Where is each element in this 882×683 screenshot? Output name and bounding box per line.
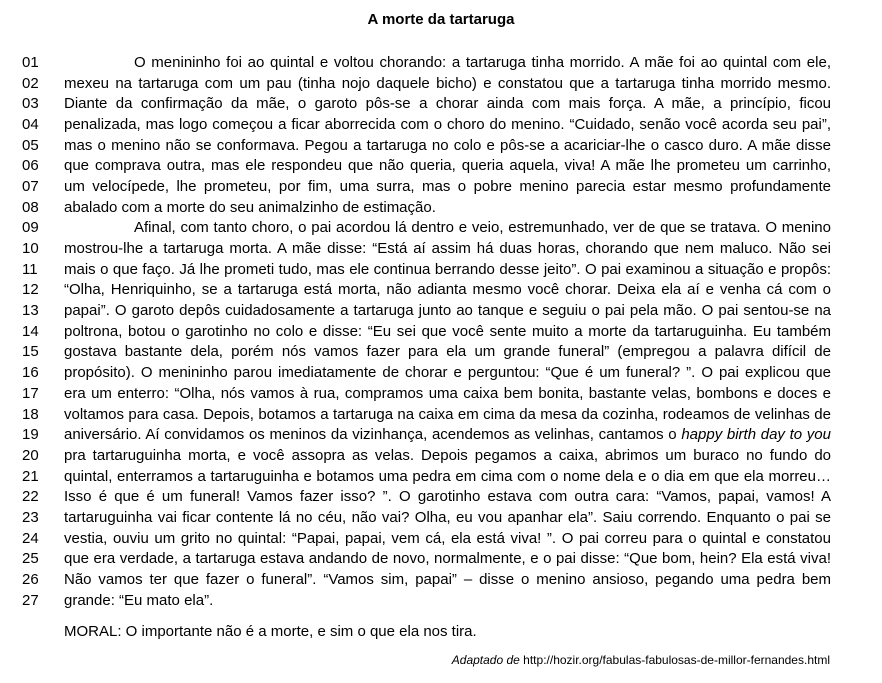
line-number: 16 [22, 364, 39, 382]
line-number: 06 [22, 157, 39, 175]
line-number: 22 [22, 488, 39, 506]
text-line [22, 114, 831, 135]
line-text: poltrona, botou o garotinho no colo e disse: “Eu sei que você sente muito a morte da tartaruguinha. Eu também [64, 322, 831, 340]
source-prefix: Adaptado de [451, 653, 520, 667]
text-line [22, 73, 831, 94]
line-number: 08 [22, 198, 39, 216]
text-line [22, 424, 831, 445]
line-text-part: aniversário. Aí convidamos os meninos da vizinhança, acendemos as velinhas, cantamos o [64, 426, 682, 444]
text-line [22, 280, 831, 301]
line-text: pra tartaruguinha morta, e você assopra as velas. Depois pegamos a caixa, abrimos um buraco no fundo do [64, 446, 831, 464]
text-line [22, 197, 831, 218]
line-number: 27 [22, 591, 39, 609]
text-line [22, 569, 831, 590]
line-text: mais o que faço. Já lhe prometi tudo, mas ele continua berrando desse jeito”. O pai examinou a situação e propôs: [64, 260, 831, 278]
text-line [22, 590, 831, 611]
line-number: 21 [22, 467, 39, 485]
text-line [22, 342, 831, 363]
line-text: Afinal, com tanto choro, o pai acordou lá dentro e veio, estremunhado, ver de que se tratava. O menino [134, 219, 831, 237]
line-number: 11 [22, 260, 38, 278]
line-text: Não vamos ter que fazer o funeral”. “Vamos sim, papai” – disse o menino ansioso, pegando uma pedra bem [64, 571, 831, 589]
text-line [22, 321, 831, 342]
text-line [22, 259, 831, 280]
line-number: 20 [22, 446, 39, 464]
line-text: papai”. O garoto depôs cuidadosamente a tartaruga junto ao tanque e seguiu o pai pela mão. O pai sentou-se na [64, 302, 831, 320]
text-line [22, 362, 831, 383]
line-text: voltamos para casa. Depois, botamos a tartaruga na caixa em cima da mesa da cozinha, rodeamos de velinhas de [64, 405, 831, 423]
text-line [22, 93, 831, 114]
text-line [22, 466, 831, 487]
line-number: 01 [22, 53, 39, 71]
moral-text: MORAL: O importante não é a morte, e sim o que ela nos tira. [64, 623, 477, 640]
text-line [22, 383, 831, 404]
line-text: mostrou-lhe a tartaruga morta. A mãe disse: “Está aí assim há duas horas, chorando que nem maluco. Não sei [64, 240, 831, 258]
line-text: grande: “Eu mato ela”. [64, 591, 214, 609]
page-title: A morte da tartaruga [367, 11, 515, 28]
line-text: mas o menino não se conformava. Pegou a tartaruga no colo e pôs-se a acariciar-lhe o casco duro. A mãe disse [64, 136, 831, 154]
text-line [22, 238, 831, 259]
text-line [22, 52, 831, 73]
line-text: Diante da confirmação da mãe, o garoto pôs-se a chorar ainda com mais força. A mãe, a princípio, ficou [64, 95, 831, 113]
line-text: Isso é que é um funeral! Vamos fazer isso? ”. O garotinho estava com outra cara: “Vamos, papai, vamos! A [64, 488, 831, 506]
line-number: 26 [22, 571, 39, 589]
line-number: 02 [22, 74, 39, 92]
line-number: 13 [22, 302, 39, 320]
text-line [22, 445, 831, 466]
text-line [22, 528, 831, 549]
line-number: 05 [22, 136, 39, 154]
text-line [22, 176, 831, 197]
line-text: gostava bastante dela, porém nós vamos fazer para ela um grande funeral” (empregou a palavra difícil de [64, 343, 831, 361]
line-number: 23 [22, 508, 39, 526]
line-number: 07 [22, 177, 39, 195]
line-text: um velocípede, lhe prometeu, por fim, uma surra, mas o pobre menino parecia estar mesmo profundamente [64, 177, 831, 195]
line-number: 19 [22, 426, 39, 444]
line-number: 12 [22, 281, 39, 299]
line-text: abalado com a morte do seu animalzinho de estimação. [64, 198, 436, 216]
text-line [22, 486, 831, 507]
line-number: 10 [22, 240, 39, 258]
line-text: propósito). O menininho parou imediatamente de chorar e perguntou: “Que é um funeral? ”. O pai explicou que [64, 364, 831, 382]
line-number: 25 [22, 550, 39, 568]
line-text: O menininho foi ao quintal e voltou chorando: a tartaruga tinha morrido. A mãe foi ao quintal com ele, [134, 53, 831, 71]
text-line [22, 135, 831, 156]
text-line [22, 218, 831, 239]
source-url: http://hozir.org/fabulas-fabulosas-de-millor-fernandes.html [523, 653, 830, 667]
line-text: que comprava outra, mas ele respondeu que não queria, queria aquela, viva! A mãe lhe prometeu um carrinho, [64, 157, 831, 175]
line-number: 17 [22, 384, 39, 402]
line-number: 15 [22, 343, 39, 361]
source-citation [452, 652, 830, 668]
line-text: vestia, ouviu um grito no quintal: “Papai, papai, vem cá, ela está viva! ”. O pai correu para o quintal e constatou [64, 529, 831, 547]
line-text: “Olha, Henriquinho, se a tartaruga está morta, não adianta mesmo você chorar. Deixa ela aí e venha cá com o [64, 281, 831, 299]
line-text: quintal, enterramos a tartaruguinha e botamos uma pedra em cima com o nome dela e o dia em que ela morreu… [64, 467, 831, 485]
line-number: 18 [22, 405, 39, 423]
text-line [22, 155, 831, 176]
line-number: 09 [22, 219, 39, 237]
text-line [22, 549, 831, 570]
line-number: 24 [22, 529, 39, 547]
text-body [22, 52, 831, 611]
text-line [22, 404, 831, 425]
line-text: que era verdade, a tartaruga estava andando de novo, normalmente, e o pai disse: “Que bom, hein? Ela está viva! [64, 550, 831, 568]
line-number: 03 [22, 95, 39, 113]
line-text: era um enterro: “Olha, nós vamos à rua, compramos uma caixa bem bonita, bastante velas, bombons e doces e [64, 384, 831, 402]
line-text: mexeu na tartaruga com um pau (tinha nojo daquele bicho) e constatou que a tartaruga tinha morrido mesmo. [64, 74, 831, 92]
line-text: penalizada, mas logo começou a ficar aborrecida com o choro do menino. “Cuidado, senão você acorda seu pai”, [64, 115, 831, 133]
song-title: happy birth day to you [681, 426, 831, 444]
line-text [64, 426, 831, 443]
line-number: 14 [22, 322, 39, 340]
line-number: 04 [22, 115, 39, 133]
text-line [22, 507, 831, 528]
line-text: tartaruguinha vai ficar contente lá no céu, não vai? Olha, eu vou apanhar ela”. Saiu correndo. Enquanto o pai se [64, 508, 831, 526]
text-line [22, 300, 831, 321]
